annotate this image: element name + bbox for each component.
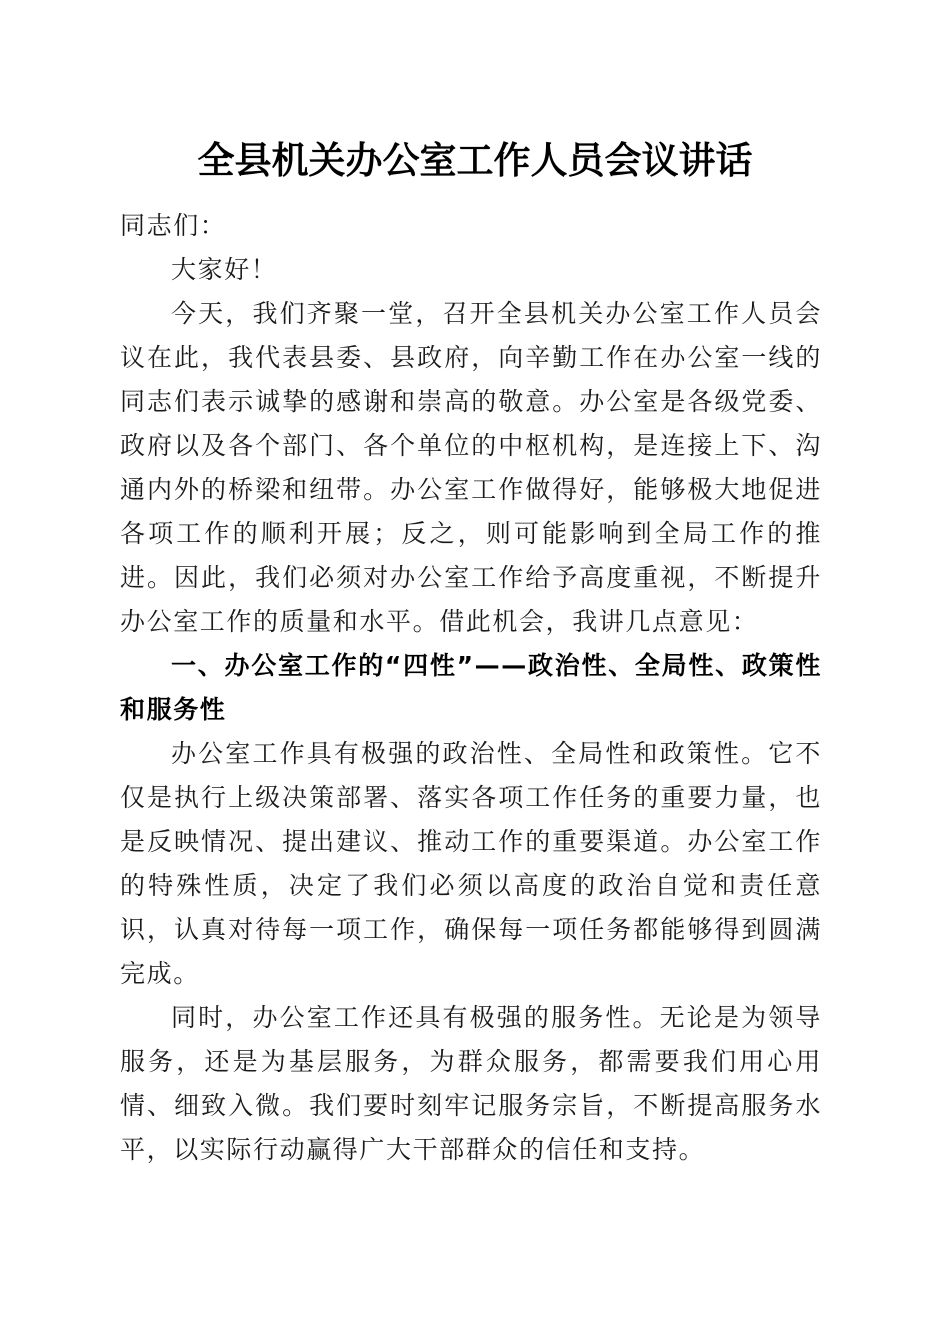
paragraph-political-nature: 办公室工作具有极强的政治性、全局性和政策性。它不仅是执行上级决策部署、落实各项工作任务的重要力量，也是反映情况、提出建议、推动工作的重要渠道。办公室工作的特殊性质，决定了我们必须以高度的政治自觉和责任意识，认真对待每一项工作，确保每一项任务都能够得到圆满完成。 — [120, 739, 822, 988]
paragraph-intro: 今天，我们齐聚一堂，召开全县机关办公室工作人员会议在此，我代表县委、县政府，向辛勤工作在办公室一线的同志们表示诚挚的感谢和崇高的敬意。办公室是各级党委、政府以及各个部门、各个单位的中枢机构，是连接上下、沟通内外的桥梁和纽带。办公室工作做得好，能够极大地促进各项工作的顺利开展；反之，则可能影响到全局工作的推进。因此，我们必须对办公室工作给予高度重视，不断提升办公室工作的质量和水平。借此机会，我讲几点意见： — [120, 299, 822, 636]
document-title: 全县机关办公室工作人员会议讲话 — [197, 138, 753, 182]
section-heading-1: 一、办公室工作的“四性”——政治性、全局性、政策性和服务性 — [120, 651, 822, 724]
document-body — [120, 204, 822, 1172]
paragraph-service-nature: 同时，办公室工作还具有极强的服务性。无论是为领导服务，还是为基层服务，为群众服务，都需要我们用心用情、细致入微。我们要时刻牢记服务宗旨，不断提高服务水平，以实际行动赢得广大干部群众的信任和支持。 — [120, 1003, 822, 1164]
greeting: 大家好！ — [171, 255, 278, 284]
salutation: 同志们： — [120, 211, 227, 240]
